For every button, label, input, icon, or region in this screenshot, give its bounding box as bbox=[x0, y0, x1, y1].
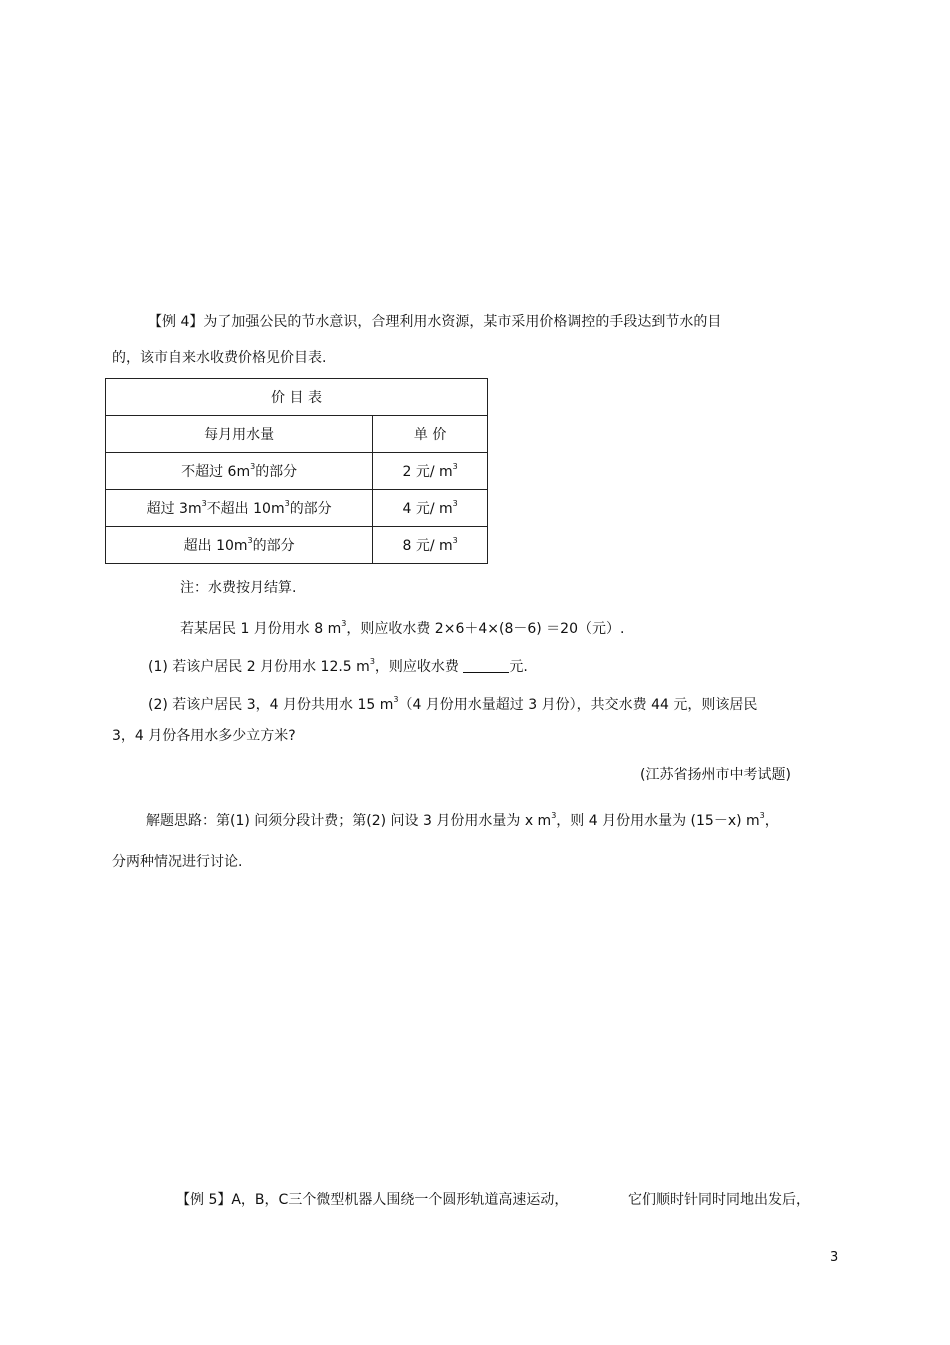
example4-line2: 的，该市自来水收费价格见价目表. bbox=[112, 350, 327, 366]
table-row bbox=[106, 527, 488, 564]
superscript: 3 bbox=[284, 499, 290, 508]
example4-line1: 【例 4】为了加强公民的节水意识，合理利用水资源，某市采用价格调控的手段达到节水的目 bbox=[148, 314, 722, 330]
price-table bbox=[105, 378, 488, 564]
q1-text: ，则应收水费 bbox=[374, 659, 459, 675]
hint-line2: 分两种情况进行讨论. bbox=[112, 854, 243, 870]
example-calc bbox=[180, 614, 624, 639]
usage-text: 超出 10m bbox=[183, 538, 248, 554]
table-row bbox=[106, 453, 488, 490]
q2-text: (2) 若该户居民 3，4 月份共用水 15 m bbox=[148, 697, 394, 713]
superscript: 3 bbox=[452, 462, 458, 471]
price-text: 4 元/ m bbox=[402, 501, 453, 517]
superscript: 3 bbox=[369, 657, 375, 666]
usage-text: 不超过 6m bbox=[181, 464, 251, 480]
page-number: 3 bbox=[830, 1250, 839, 1265]
price-text: 8 元/ m bbox=[402, 538, 453, 554]
question-2-line1 bbox=[148, 690, 757, 715]
usage-cell bbox=[106, 527, 373, 564]
usage-text: 不超出 10m bbox=[206, 501, 285, 517]
superscript: 3 bbox=[452, 536, 458, 545]
note: 注：水费按月结算. bbox=[180, 580, 297, 596]
price-text: 2 元/ m bbox=[402, 464, 453, 480]
usage-cell bbox=[106, 453, 373, 490]
superscript: 3 bbox=[341, 619, 347, 628]
example5-text: 【例 5】A，B，C三个微型机器人围绕一个圆形轨道高速运动， bbox=[176, 1192, 569, 1208]
price-cell bbox=[373, 453, 488, 490]
q1-text: (1) 若该户居民 2 月份用水 12.5 m bbox=[148, 659, 370, 675]
example5-line bbox=[176, 1190, 568, 1210]
hint-text: ，则 4 月份用水量为 (15－x) m bbox=[556, 813, 760, 829]
superscript: 3 bbox=[551, 811, 557, 820]
superscript: 3 bbox=[250, 462, 256, 471]
hint-line1 bbox=[146, 806, 779, 831]
usage-cell bbox=[106, 490, 373, 527]
superscript: 3 bbox=[759, 811, 765, 820]
usage-text: 超过 3m bbox=[146, 501, 202, 517]
question-2-line2: 3，4 月份各用水多少立方米? bbox=[112, 728, 296, 744]
source-citation: (江苏省扬州市中考试题) bbox=[640, 767, 791, 783]
usage-text: 的部分 bbox=[289, 501, 332, 517]
table-row bbox=[106, 490, 488, 527]
usage-text: 的部分 bbox=[255, 464, 298, 480]
usage-text: 的部分 bbox=[252, 538, 295, 554]
superscript: 3 bbox=[452, 499, 458, 508]
calc-text: ，则应收水费 2×6＋4×(8－6) ＝20（元）. bbox=[346, 621, 625, 637]
superscript: 3 bbox=[393, 695, 399, 704]
example5-text: 它们顺时针同时同地出发后， bbox=[628, 1192, 810, 1208]
q1-text: 元. bbox=[509, 659, 528, 675]
question-1 bbox=[148, 652, 528, 677]
price-cell bbox=[373, 490, 488, 527]
price-table-title: 价 目 表 bbox=[106, 379, 488, 416]
answer-blank[interactable] bbox=[463, 658, 509, 673]
superscript: 3 bbox=[201, 499, 207, 508]
calc-text: 若某居民 1 月份用水 8 m bbox=[180, 621, 342, 637]
header-usage: 每月用水量 bbox=[106, 416, 373, 453]
example5-line-right bbox=[628, 1190, 810, 1210]
hint-text: ， bbox=[764, 813, 779, 829]
hint-text: 解题思路：第(1) 问须分段计费；第(2) 问设 3 月份用水量为 x m bbox=[146, 813, 552, 829]
header-price: 单 价 bbox=[373, 416, 488, 453]
price-cell bbox=[373, 527, 488, 564]
q2-text: （4 月份用水量超过 3 月份），共交水费 44 元，则该居民 bbox=[398, 697, 758, 713]
superscript: 3 bbox=[247, 536, 253, 545]
